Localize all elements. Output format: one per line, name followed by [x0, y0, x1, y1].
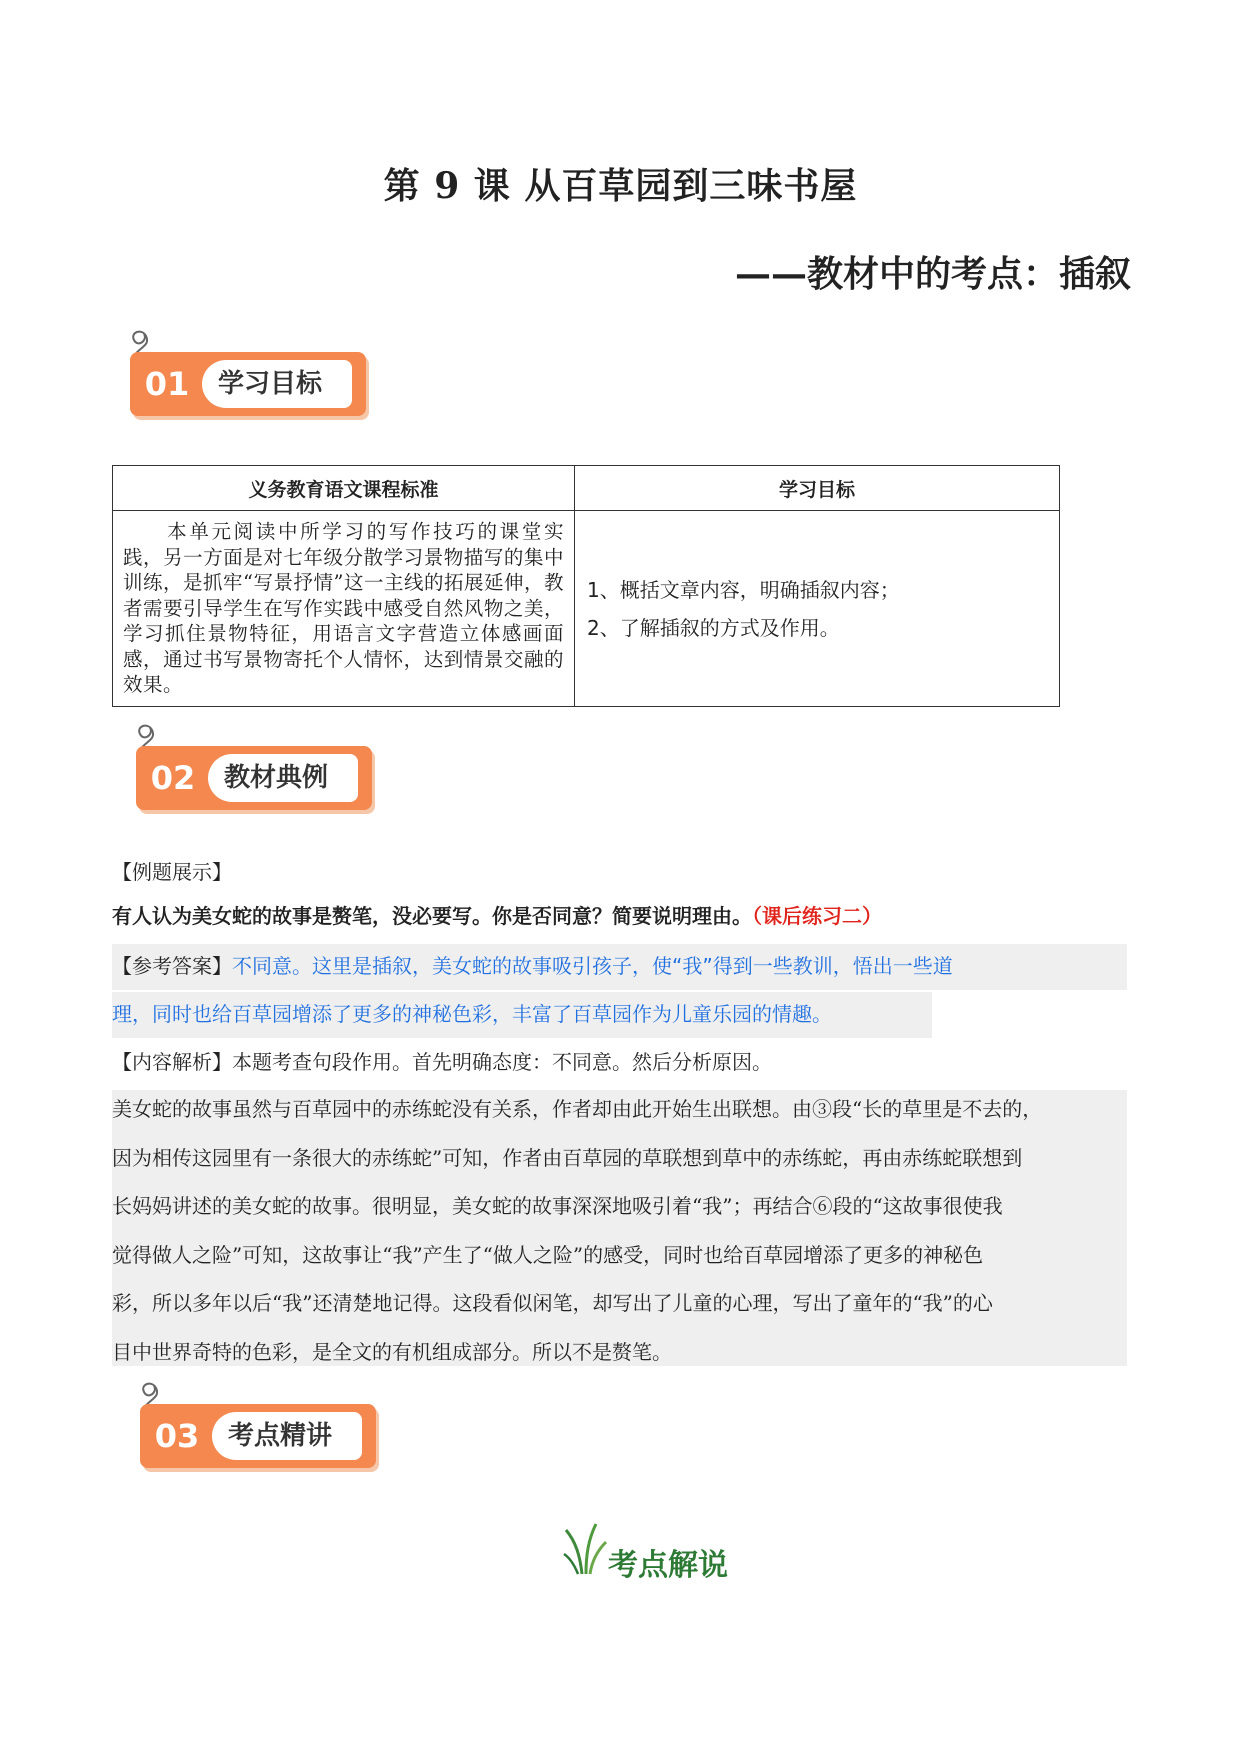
analysis-paragraph	[112, 1085, 1127, 1376]
analysis-line: 美女蛇的故事虽然与百草园中的赤练蛇没有关系，作者却由此开始生出联想。由③段“长的草里是不去的，	[112, 1097, 1043, 1121]
analysis-intro-text: 本题考查句段作用。首先明确态度：不同意。然后分析原因。	[232, 1050, 772, 1074]
objective-item: 1、概括文章内容，明确插叙内容；	[587, 577, 900, 602]
question-source: （课后练习二）	[752, 904, 882, 928]
analysis-line: 目中世界奇特的色彩，是全文的有机组成部分。所以不是赘笔。	[112, 1339, 672, 1364]
page-title: 第 9 课 从百草园到三味书屋	[383, 165, 858, 207]
example-tag: 【例题展示】	[112, 860, 232, 884]
objectives-cell	[575, 511, 1060, 707]
analysis-line: 因为相传这园里有一条很大的赤练蛇”可知，作者由百草园的草联想到草中的赤练蛇，再由赤练蛇联想到	[112, 1145, 1023, 1170]
section-badge-02	[136, 720, 376, 810]
standard-text: 本单元阅读中所学习的写作技巧的课堂实践，另一方面是对七年级分散学习景物描写的集中训练，是抓牢“写景抒情”这一主线的拓展延伸，教者需要引导学生在写作实践中感受自然风物之美，学习抓住景物特征，用语言文字营造立体感画面感，通过书写景物寄托个人情怀，达到情景交融的效果。	[123, 520, 564, 697]
section-badge-01	[130, 326, 370, 416]
analysis-line: 彩，所以多年以后“我”还清楚地记得。这段看似闲笔，却写出了儿童的心理，写出了童年的“我”的心	[112, 1291, 993, 1315]
section-label: 考点精讲	[212, 1412, 362, 1460]
learning-goals-table	[112, 465, 1060, 707]
standard-cell	[113, 511, 575, 707]
kaodian-title: 考点解说	[608, 1548, 728, 1583]
table-header-standard: 义务教育语文课程标准	[113, 466, 575, 511]
answer-text-2: 理，同时也给百草园增添了更多的神秘色彩，丰富了百草园作为儿童乐园的情趣。	[112, 1002, 832, 1026]
analysis-line: 长妈妈讲述的美女蛇的故事。很明显，美女蛇的故事深深地吸引着“我”；再结合⑥段的“这故事很使我	[112, 1194, 1003, 1218]
question-text: 有人认为美女蛇的故事是赘笔，没必要写。你是否同意？简要说明理由。	[112, 904, 752, 928]
analysis-line: 觉得做人之险”可知，这故事让“我”产生了“做人之险”的感受，同时也给百草园增添了更多的神秘色	[112, 1242, 984, 1267]
page-subtitle: ——教材中的考点：插叙	[734, 253, 1131, 295]
section-badge-03	[140, 1378, 380, 1468]
analysis-tag: 【内容解析】	[112, 1050, 232, 1074]
objective-item: 2、了解插叙的方式及作用。	[587, 615, 840, 640]
section-label: 教材典例	[208, 754, 358, 802]
section-number: 02	[150, 759, 196, 797]
analysis-intro	[112, 1046, 772, 1075]
question-line	[112, 900, 882, 929]
grass-icon	[562, 1520, 608, 1576]
section-number: 03	[154, 1417, 200, 1455]
answer-line-1	[112, 950, 953, 979]
section-label: 学习目标	[202, 360, 352, 408]
section-number: 01	[144, 365, 190, 403]
answer-tag: 【参考答案】	[112, 954, 232, 978]
table-header-goals: 学习目标	[575, 466, 1060, 511]
answer-text-1: 不同意。这里是插叙，美女蛇的故事吸引孩子，使“我”得到一些教训，悟出一些道	[232, 954, 953, 978]
